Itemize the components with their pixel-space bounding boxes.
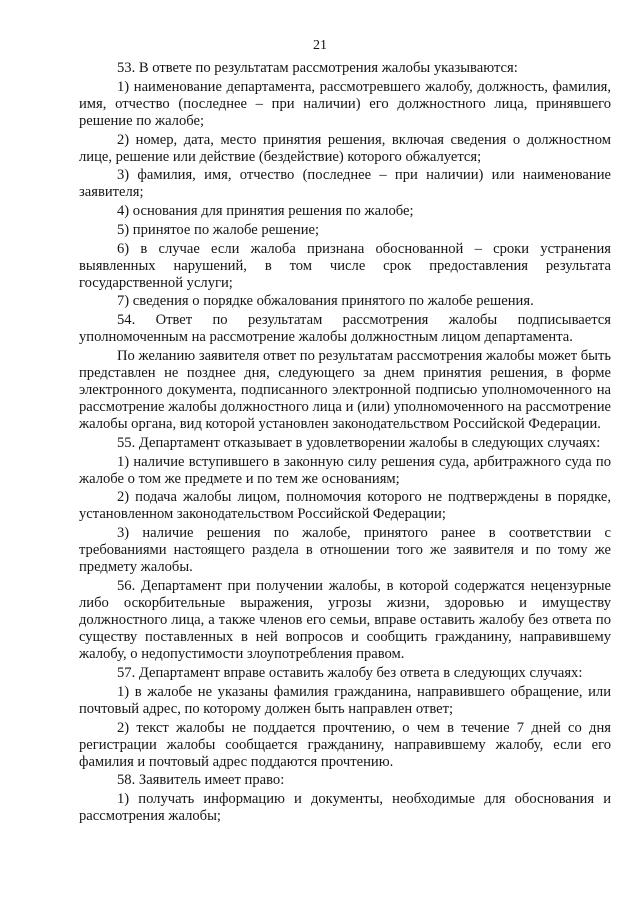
paragraph: 56. Департамент при получении жалобы, в которой содержатся нецензурные либо оскорбительные выражения, угрозы жизни, здоровью и имуществу должностного лица, а также членов его семьи, вправе оставить жалобу без ответа по существу поставленных в ней вопросов и сообщить гражданину, направившему жалобу, о недопустимости злоупотребления правом.	[79, 578, 611, 663]
paragraph: 6) в случае если жалоба признана обоснованной – сроки устранения выявленных нарушений, в том числе срок предоставления результата государственной услуги;	[79, 240, 611, 291]
page-number: 21	[313, 38, 327, 53]
paragraph: 3) фамилия, имя, отчество (последнее – при наличии) или наименование заявителя;	[79, 167, 611, 201]
paragraph: 1) наименование департамента, рассмотревшего жалобу, должность, фамилия, имя, отчество (последнее – при наличии) его должностного лица, принявшего решение по жалобе;	[79, 78, 611, 129]
paragraph: 55. Департамент отказывает в удовлетворении жалобы в следующих случаях:	[117, 434, 601, 451]
paragraph: 53. В ответе по результатам рассмотрения жалобы указываются:	[117, 60, 518, 76]
paragraph: 1) получать информацию и документы, необходимые для обоснования и рассмотрения жалобы;	[79, 791, 611, 825]
paragraph: 2) текст жалобы не поддается прочтению, о чем в течение 7 дней со дня регистрации жалобы сообщается гражданину, направившему жалобу, если его фамилия и почтовый адрес поддаются прочтению.	[79, 719, 611, 770]
paragraph: 57. Департамент вправе оставить жалобу без ответа в следующих случаях:	[117, 665, 583, 682]
paragraph: 58. Заявитель имеет право:	[117, 772, 285, 789]
paragraph: 5) принятое по жалобе решение;	[117, 221, 320, 238]
paragraph: 3) наличие решения по жалобе, принятого ранее в соответствии с требованиями настоящего раздела в отношении того же заявителя и по тому же предмету жалобы.	[79, 525, 611, 576]
paragraph: 2) номер, дата, место принятия решения, включая сведения о должностном лице, решение или действие (бездействие) которого обжалуется;	[79, 131, 611, 165]
paragraph: 1) в жалобе не указаны фамилия гражданина, направившего обращение, или почтовый адрес, по которому должен быть направлен ответ;	[79, 683, 611, 717]
paragraph: По желанию заявителя ответ по результатам рассмотрения жалобы может быть представлен не позднее дня, следующего за днем принятия решения, в форме электронного документа, подписанного электронной подписью уполномоченного на рассмотрение жалобы должностного лица и (или) уполномоченного на рассмотрение жалобы органа, вид которой установлен законодательством Российской Федерации.	[79, 347, 611, 433]
document-body	[79, 60, 611, 827]
paragraph: 1) наличие вступившего в законную силу решения суда, арбитражного суда по жалобе о том же предмете и по тем же основаниям;	[79, 453, 611, 487]
paragraph: 4) основания для принятия решения по жалобе;	[117, 203, 414, 220]
paragraph: 54. Ответ по результатам рассмотрения жалобы подписывается уполномоченным на рассмотрение жалобы должностным лицом департамента.	[79, 312, 611, 346]
paragraph: 2) подача жалобы лицом, полномочия которого не подтверждены в порядке, установленном законодательством Российской Федерации;	[79, 489, 611, 523]
paragraph: 7) сведения о порядке обжалования принятого по жалобе решения.	[117, 293, 534, 310]
